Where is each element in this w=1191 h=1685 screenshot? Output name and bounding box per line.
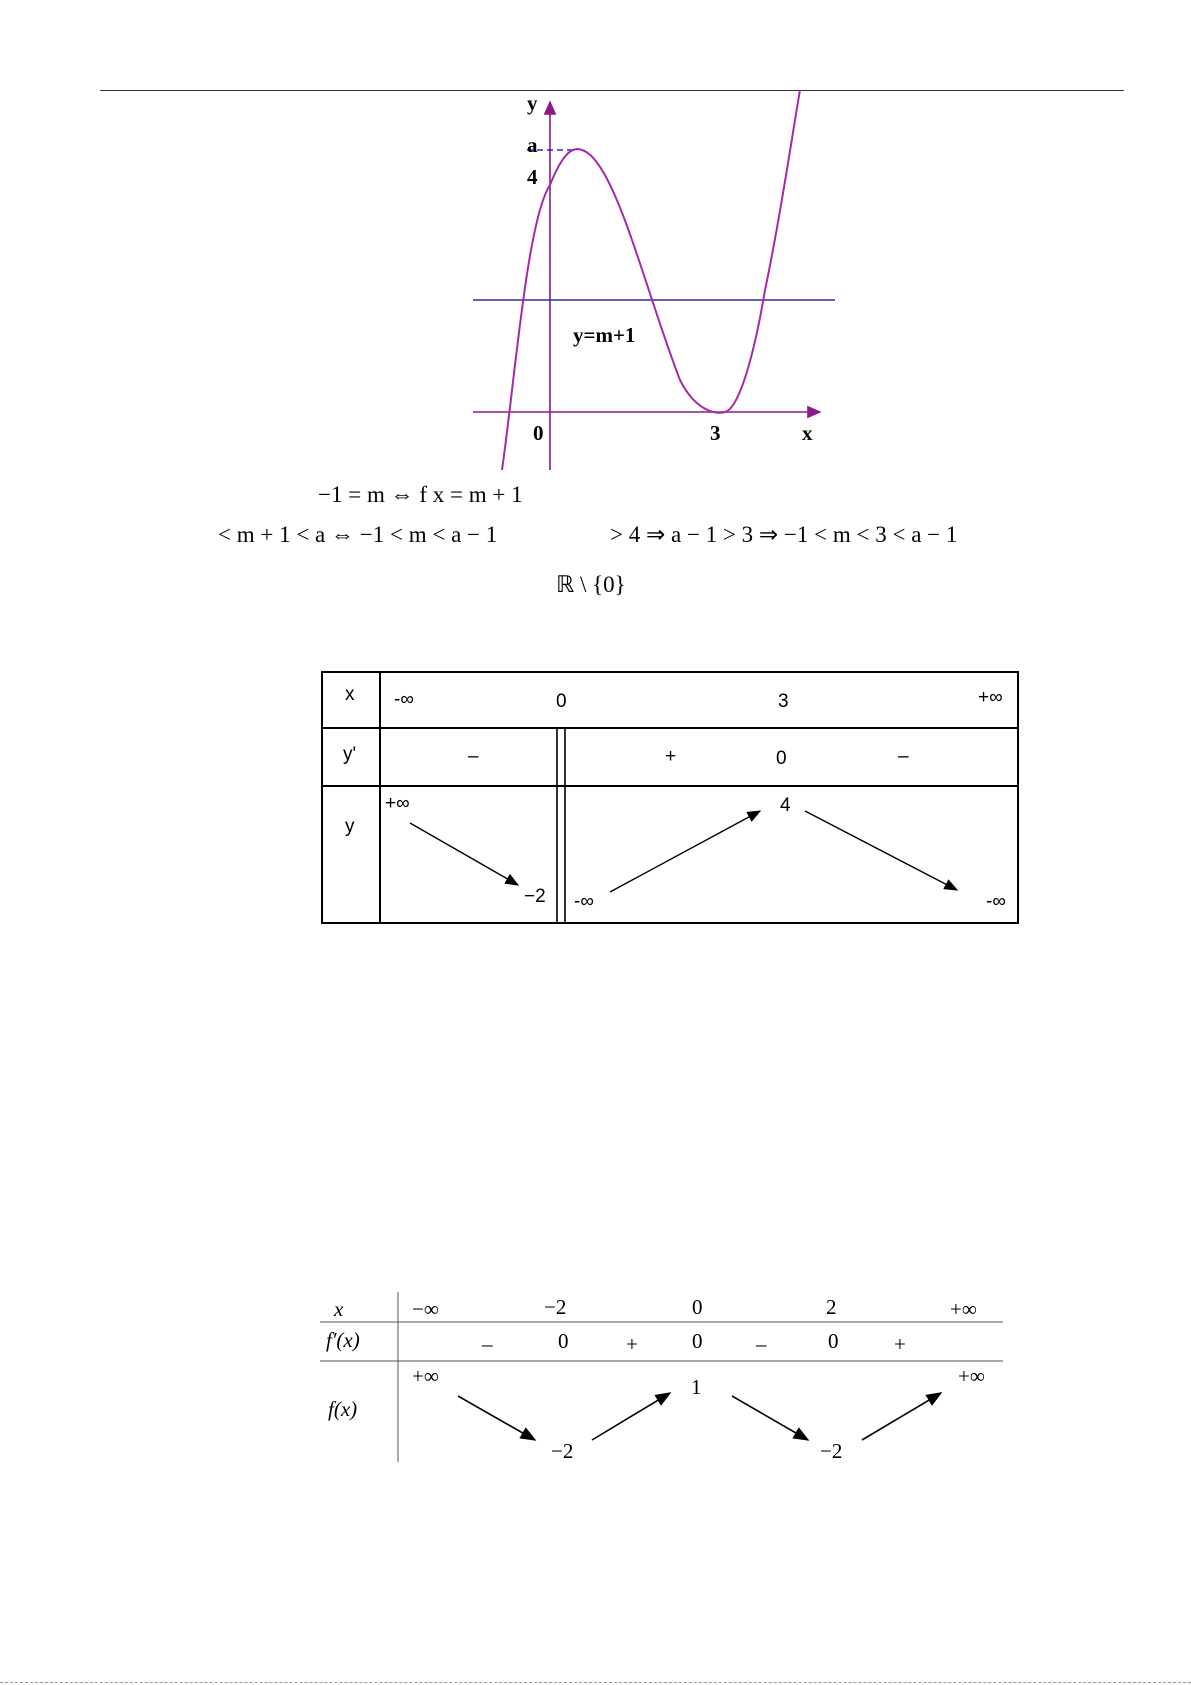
t1-sign-3: 0 (776, 748, 787, 769)
t2-f-min2: −2 (820, 1439, 843, 1463)
variation-table-1 (320, 670, 1020, 925)
label-origin: 0 (533, 421, 544, 445)
t1-label-y: y (345, 816, 355, 837)
x-axis-label: x (802, 421, 813, 445)
y-axis-label: y (527, 91, 538, 115)
t2-sign-2: 0 (558, 1329, 569, 1353)
t2-x-pos-inf: +∞ (950, 1297, 977, 1321)
t2-x-neg2: −2 (544, 1295, 567, 1319)
formula-line-2a: < m + 1 < a ⇔ −1 < m < a − 1 (218, 522, 498, 547)
bottom-rule (0, 1682, 1191, 1684)
t2-f-min1: −2 (551, 1439, 574, 1463)
formula-line-3: ℝ \ {0} (556, 572, 626, 597)
formula-line-1: −1 = m ⇔ f x = m + 1 (318, 482, 523, 507)
t2-x-neg-inf: −∞ (412, 1297, 439, 1321)
t2-arrow-2 (592, 1393, 670, 1440)
arrow-down-1 (410, 823, 518, 885)
t1-sign-1: – (468, 746, 479, 767)
t1-label-x: x (345, 684, 355, 705)
cubic-curve (502, 90, 800, 470)
t2-f-max: 1 (691, 1375, 702, 1399)
t1-y-right-bottom: -∞ (986, 891, 1006, 912)
t1-y-mid-bottom: -∞ (574, 891, 594, 912)
variation-table-2 (320, 1292, 1005, 1464)
function-graph (465, 90, 835, 475)
t1-x-0: 0 (556, 691, 567, 712)
t2-sign-6: 0 (828, 1329, 839, 1353)
t1-sign-2: + (665, 746, 677, 767)
t1-x-neg-inf: -∞ (394, 689, 414, 710)
t2-arrow-4 (862, 1393, 941, 1440)
t2-label-fprime: f′(x) (326, 1328, 360, 1352)
t2-sign-5: – (756, 1332, 767, 1356)
arrow-up-1 (610, 811, 760, 892)
t2-sign-7: + (894, 1332, 906, 1356)
label-a: a (527, 133, 538, 157)
t2-sign-1: – (482, 1332, 493, 1356)
t1-label-yprime: y' (343, 744, 357, 765)
arrow-down-2 (805, 811, 957, 890)
label-3: 3 (710, 421, 721, 445)
t1-y-peak: 4 (780, 795, 791, 816)
graph-svg (465, 90, 835, 475)
t2-label-x: x (334, 1297, 344, 1321)
t2-sign-3: + (626, 1332, 638, 1356)
t1-y-left-bottom: −2 (524, 886, 546, 907)
t2-sign-4: 0 (692, 1329, 703, 1353)
t1-y-left-top: +∞ (385, 793, 410, 814)
t2-arrow-3 (732, 1396, 808, 1440)
formula-line-2b: > 4 ⇒ a − 1 > 3 ⇒ −1 < m < 3 < a − 1 (610, 522, 958, 547)
t2-label-f: f(x) (328, 1397, 358, 1421)
t1-x-pos-inf: +∞ (978, 687, 1003, 708)
t2-arrow-1 (458, 1396, 535, 1440)
t1-x-3: 3 (778, 691, 789, 712)
t2-x-0: 0 (692, 1295, 703, 1319)
line-label: y=m+1 (573, 323, 636, 347)
label-4: 4 (527, 165, 538, 189)
t2-f-right-top: +∞ (958, 1364, 985, 1388)
t1-sign-4: – (898, 746, 909, 767)
t2-f-left-top: +∞ (412, 1364, 439, 1388)
table1-grid (320, 670, 1020, 925)
t2-x-2: 2 (826, 1295, 837, 1319)
